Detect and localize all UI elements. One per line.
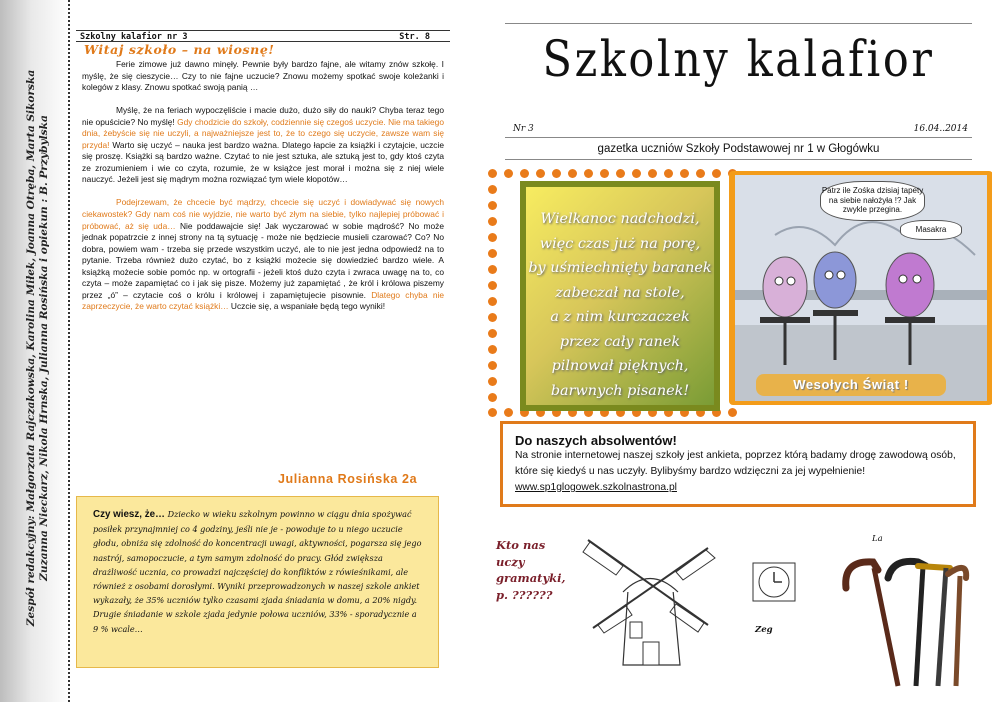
frame-dot bbox=[616, 169, 625, 178]
frame-dot bbox=[520, 169, 529, 178]
frame-dot bbox=[488, 329, 497, 338]
frame-dot bbox=[488, 393, 497, 402]
poem-line: zabeczał na stole, bbox=[555, 284, 685, 301]
alumni-title: Do naszych absolwentów! bbox=[515, 433, 677, 448]
left-header-title: Szkolny kalafior nr 3 bbox=[80, 32, 188, 42]
speech-bubble: Patrz ile Zośka dzisiaj tapety na siebie nałożyła !? Jak zwykle przegina. bbox=[820, 181, 925, 221]
alumni-box bbox=[500, 421, 976, 507]
frame-dot bbox=[664, 169, 673, 178]
article-text: Myślę, że na feriach wypoczęliście i macie dużo, dużo siły do nauki? Chyba teraz tego nie opuścicie? No myślę! bbox=[82, 105, 444, 127]
walking-canes-picture bbox=[838, 548, 974, 688]
frame-dot bbox=[488, 249, 497, 258]
windmill-picture bbox=[568, 530, 758, 670]
masthead-subtitle: gazetka uczniów Szkoły Podstawowej nr 1 w Głogówku bbox=[597, 143, 880, 155]
frame-dot bbox=[488, 345, 497, 354]
frame-dot bbox=[728, 408, 737, 417]
alumni-text bbox=[515, 448, 960, 496]
poem-line: pilnował pięknych, bbox=[551, 358, 689, 374]
article-paragraph: Ferie zimowe już dawno minęły. Pewnie były bardzo fajne, ale witamy znów szkołę. I myślę, że się cieszycie… Czy to nie fajne uczucie? Znowu możemy spotkać swoje koleżanki i kolegów z klasy. Znowu spotkać swoją panią … bbox=[82, 59, 444, 93]
frame-dot bbox=[488, 169, 497, 178]
speech-bubble: Masakra bbox=[900, 220, 962, 240]
frame-dot bbox=[488, 265, 497, 274]
frame-dot bbox=[696, 169, 705, 178]
egg-cartoon bbox=[735, 175, 987, 401]
article-heading: Witaj szkoło – na wiosnę! bbox=[84, 42, 275, 57]
grammar-line: p. ?????? bbox=[496, 587, 553, 602]
binding-dots bbox=[68, 0, 70, 702]
frame-dot bbox=[488, 377, 497, 386]
article-highlight: Podejrzewam, że chcecie być mądrzy, chcecie się uczyć i dowiadywać się nowych ciekawostek? Gdy nam coś nie wyjdzie, nie warto być złym na siebie, tylko najlepiej próbować i próbować, aż się uda… bbox=[82, 197, 444, 231]
clock-picture bbox=[752, 562, 796, 602]
divider bbox=[505, 159, 972, 160]
article-highlight: Gdy chodzicie do szkoły, codziennie się czegoś uczycie. Nie ma takiego dnia, żebyście się nie uczyli, a najważniejsze jest to, że to czego się uczycie, zawsze wam się przyda! bbox=[82, 116, 444, 150]
poem-line: a z nim kurczaczek bbox=[550, 309, 690, 325]
frame-dot bbox=[680, 169, 689, 178]
grammar-line: gramatyki, bbox=[496, 571, 566, 585]
masthead-title: Szkolny kalafior bbox=[542, 30, 935, 88]
grammar-line: uczy bbox=[496, 554, 525, 569]
article-author: Julianna Rosińska 2a bbox=[278, 472, 418, 486]
frame-dot bbox=[488, 361, 497, 370]
article-body bbox=[82, 59, 444, 313]
issue-row bbox=[513, 124, 968, 134]
frame-dot bbox=[488, 233, 497, 242]
left-header-page: Str. 8 bbox=[399, 32, 430, 42]
poem-line: by uśmiechnięty baranek bbox=[528, 260, 712, 276]
frame-dot bbox=[712, 169, 721, 178]
article-text: Nie poddawajcie się! Jak wyczarować w sobie mądrość? No może jednak popatrzcie z innej strony na tą sytuację - może nie będziecie musieli czarować? Co? No dobra, powiem wam - trzeba się przede wszystkim uczyć, ale to nie jest jedna odpowiedź na to pytanie. Trzeba również dużo czytać, bo z książki możecie się dowiedzieć bardzo wiele. A książką możecie sobie pomóc np. w ortografii - jeżeli ktoś dużo czyta i zwraca uwagę na to, co czyta – może zapamiętać co i jak się pisze. Możemy już zapamiętać , że król i królowa piszemy przez „ó” – czytacie coś o królu i królowej i zapamiętujecie pisownie. bbox=[82, 220, 444, 300]
poem-line: Wielkanoc nadchodzi, bbox=[540, 211, 700, 227]
issue-date: 16.04..2014 bbox=[913, 124, 968, 134]
frame-dot bbox=[504, 408, 513, 417]
article-paragraph bbox=[82, 105, 444, 186]
frame-dot bbox=[488, 201, 497, 210]
frame-dot bbox=[488, 313, 497, 322]
frame-dot bbox=[488, 281, 497, 290]
did-you-know-text: Dziecko w wieku szkolnym powinno w ciągu dnia spożywać posiłek przynajmniej co 4 godziny, jeśli nie je - powoduje to u niego uczucie głodu, obniża się zdolność do koncentracji uwagi, aktywności, pogarsza się jego nastrój, samopoczucie, a tym samym zdolność do pracy. Głód zwiększa drażliwość ucznia, co prowadzi najczęściej do konfliktów z rówieśnikami, ale również z osobami dorosłymi. Wyniki przeprowadzonych w naszej szkole ankiet wykazały, że 35% uczniów tylko czasami zjada śniadania w domu, a 20% nigdy. Drugie śniadanie w szkole zjada jedynie połowa uczniów, 33% - sporadycznie a 9 % wcale… bbox=[93, 509, 422, 634]
frame-dot bbox=[648, 169, 657, 178]
editorial-team bbox=[25, 48, 51, 648]
alumni-body: Na stronie internetowej naszej szkoły jest ankieta, poprzez którą badamy drogę zawodową osób, które się kiedyś u nas uczyły. Bylibyśmy bardzo wdzięczni za jej wypełnienie! bbox=[515, 450, 956, 477]
frame-dot bbox=[488, 185, 497, 194]
frame-dot bbox=[552, 169, 561, 178]
divider bbox=[505, 23, 972, 24]
puzzle-zeg-label: Zeg bbox=[755, 625, 773, 635]
frame-dot bbox=[568, 169, 577, 178]
puzzle-la-label: La bbox=[872, 534, 883, 544]
poem-line: więc czas już na porę, bbox=[539, 235, 701, 252]
issue-number: Nr 3 bbox=[513, 124, 534, 134]
frame-dot bbox=[632, 169, 641, 178]
article-paragraph bbox=[82, 197, 444, 312]
frame-dot bbox=[536, 169, 545, 178]
frame-dot bbox=[584, 169, 593, 178]
article-highlight: Dlatego chyba nie zaprzeczycie, że warto czytać książki… bbox=[82, 289, 444, 312]
article-text: Warto się uczyć – nauka jest bardzo ważna. Dlatego łapcie za książki i czytajcie, uczcie się proszę. Książki są bardzo ważne. Czytać to nie jest sztuka, ale sztuką jest to, gdy ktoś czyta ze zrozumieniem i wie co czyta, rozumie, że w książce jest morał i można się z niej wiele nauczyć. Jeżeli jest się mądrym można rozwiązać tym wiele kłopotów… bbox=[82, 139, 444, 185]
did-you-know-box bbox=[76, 496, 439, 668]
left-page-header bbox=[76, 30, 450, 42]
did-you-know-lead: Czy wiesz, że… bbox=[93, 509, 168, 520]
easter-greeting: Wesołych Świąt ! bbox=[756, 374, 946, 396]
grammar-line: Kto nas bbox=[496, 538, 546, 552]
editorial-team-line1: Zespół redakcyjny: Małgorzata Rajczakowska, Karolina Miłek, Joanna Otręba, Marta Sikorska bbox=[25, 69, 37, 627]
divider bbox=[505, 137, 972, 138]
frame-dot bbox=[488, 297, 497, 306]
frame-dot bbox=[504, 169, 513, 178]
article-text: Uczcie się, a wspaniałe będą tego wyniki! bbox=[228, 301, 386, 312]
poem-line: barwnych pisanek! bbox=[550, 382, 690, 399]
easter-poem bbox=[516, 207, 724, 403]
poem-line: przez cały ranek bbox=[559, 333, 681, 350]
grammar-puzzle-title bbox=[496, 537, 566, 603]
frame-dot bbox=[488, 408, 497, 417]
alumni-link[interactable]: www.sp1glogowek.szkolnastrona.pl bbox=[515, 482, 677, 493]
frame-dot bbox=[600, 169, 609, 178]
frame-dot bbox=[488, 217, 497, 226]
editorial-team-line2: Zuzanna Nieckarz, Nikola Hrnska, Julianna Rosińska i opiekun : B. Przybylska bbox=[38, 115, 50, 581]
